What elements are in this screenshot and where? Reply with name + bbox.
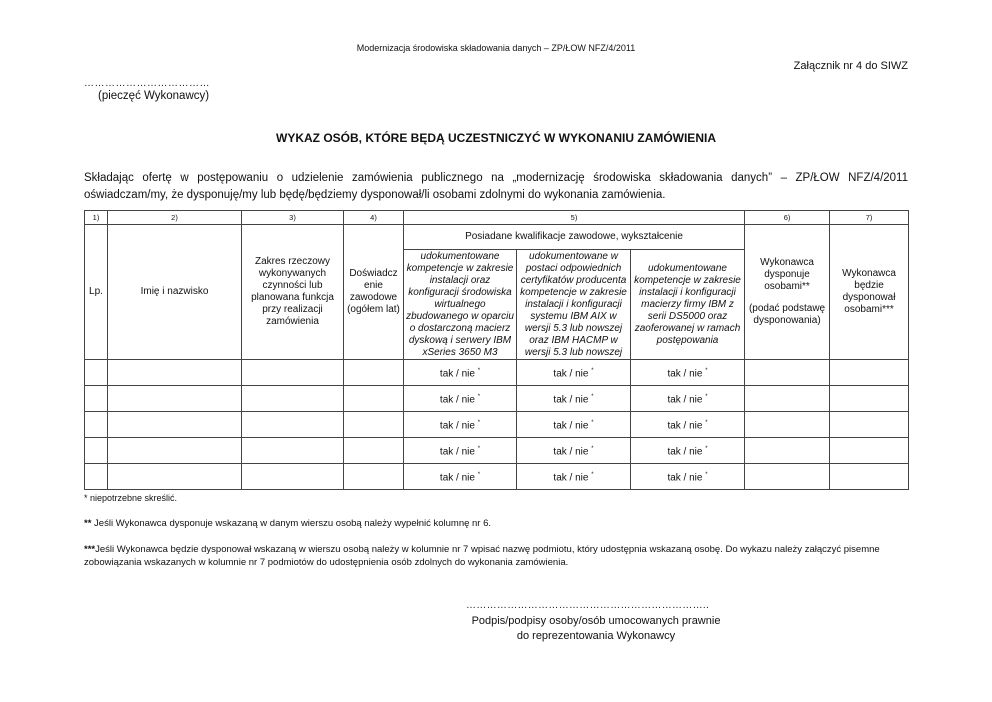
- intro-paragraph: Składając ofertę w postępowaniu o udzielenie zamówienia publicznego na „modernizację środowiska składowania danych” – ZP/ŁOW NFZ/4/2011 oświadczam/my, że dysponuję/my lub będę/będziemy dysponował/li osobami zdolnymi do wykonania zamówienia.: [84, 172, 908, 201]
- col-number: 2): [108, 211, 242, 225]
- seal-label: (pieczęć Wykonawcy): [98, 90, 210, 102]
- seal-dotted-line: ………………………………: [84, 78, 210, 89]
- tak-nie-cell: [631, 360, 745, 386]
- tak-nie-asterisk: *: [705, 393, 708, 400]
- table-row: [85, 438, 909, 464]
- empty-cell: [344, 464, 404, 490]
- header-col6-note: (podać podstawę dysponowania): [748, 303, 826, 326]
- tak-nie-text: tak / nie: [439, 472, 475, 484]
- tak-nie-asterisk: *: [591, 367, 594, 374]
- header-q2: udokumentowane w postaci odpowiednich certyfikatów producenta kompetencje w zakresie instalacji i konfiguracji systemu IBM AIX w wersji 5.3 lub nowszej oraz IBM HACMP w wersji 5.3 lub nowszej: [517, 250, 631, 360]
- empty-cell: [745, 360, 830, 386]
- tak-nie-text: tak / nie: [667, 472, 703, 484]
- tak-nie-asterisk: *: [705, 419, 708, 426]
- tak-nie-cell: [517, 464, 631, 490]
- header-scope: Zakres rzeczowy wykonywanych czynności lub planowana funkcja przy realizacji zamówienia: [242, 225, 344, 360]
- tak-nie-asterisk: *: [477, 445, 481, 452]
- empty-cell: [242, 464, 344, 490]
- tak-nie-asterisk: *: [705, 367, 708, 374]
- tak-nie-cell: [404, 438, 517, 464]
- header-col7: Wykonawca będzie dysponował osobami***: [830, 225, 909, 360]
- empty-cell: [85, 412, 108, 438]
- empty-cell: [745, 412, 830, 438]
- empty-cell: [344, 360, 404, 386]
- col-number: 7): [830, 211, 909, 225]
- tak-nie-text: tak / nie: [439, 368, 475, 380]
- tak-nie-asterisk: *: [705, 471, 708, 478]
- tak-nie-cell: [631, 464, 745, 490]
- header-col6: [745, 225, 830, 360]
- header-q3: udokumentowane kompetencje w zakresie instalacji i konfiguracji macierzy firmy IBM z serii DS5000 oraz zaoferowanej w ramach postępowania: [631, 250, 745, 360]
- persons-table: [84, 210, 909, 490]
- tak-nie-asterisk: *: [477, 471, 481, 478]
- empty-cell: [830, 438, 909, 464]
- empty-cell: [242, 360, 344, 386]
- empty-cell: [745, 438, 830, 464]
- empty-cell: [344, 412, 404, 438]
- footnote-3-mark: ***: [84, 544, 96, 555]
- tak-nie-cell: [517, 386, 631, 412]
- header-row-top: [85, 225, 909, 250]
- tak-nie-asterisk: *: [477, 367, 481, 374]
- tak-nie-asterisk: *: [591, 445, 594, 452]
- tak-nie-text: tak / nie: [667, 446, 703, 458]
- table-row: [85, 386, 909, 412]
- empty-cell: [344, 386, 404, 412]
- tak-nie-cell: [517, 360, 631, 386]
- empty-cell: [242, 412, 344, 438]
- tak-nie-text: tak / nie: [553, 420, 589, 432]
- empty-cell: [830, 386, 909, 412]
- tak-nie-asterisk: *: [591, 419, 594, 426]
- table-row: [85, 412, 909, 438]
- table-body: [85, 360, 909, 490]
- tak-nie-cell: [631, 438, 745, 464]
- tak-nie-asterisk: *: [591, 471, 594, 478]
- header-qualifications: Posiadane kwalifikacje zawodowe, wykształcenie: [404, 225, 745, 250]
- tak-nie-text: tak / nie: [553, 394, 589, 406]
- empty-cell: [108, 386, 242, 412]
- header-q1: udokumentowane kompetencje w zakresie instalacji oraz konfiguracji środowiska wirtualnego zbudowanego w oparciu o dostarczoną macierz dyskową i serwery IBM xSeries 3650 M3: [404, 250, 517, 360]
- empty-cell: [85, 464, 108, 490]
- tak-nie-cell: [631, 412, 745, 438]
- tak-nie-text: tak / nie: [553, 446, 589, 458]
- col-number: 5): [404, 211, 745, 225]
- col-number: 1): [85, 211, 108, 225]
- footnote-3: [84, 543, 908, 569]
- tak-nie-cell: [631, 386, 745, 412]
- empty-cell: [85, 386, 108, 412]
- footnote-2-mark: **: [84, 518, 92, 529]
- empty-cell: [830, 464, 909, 490]
- empty-cell: [242, 438, 344, 464]
- header-experience: Doświadcz enie zawodowe (ogółem lat): [344, 225, 404, 360]
- tak-nie-cell: [517, 438, 631, 464]
- header-col6-main: Wykonawca dysponuje osobami**: [760, 257, 814, 292]
- tak-nie-asterisk: *: [591, 393, 594, 400]
- col-number: 4): [344, 211, 404, 225]
- header-name: Imię i nazwisko: [108, 225, 242, 360]
- empty-cell: [242, 386, 344, 412]
- empty-cell: [108, 464, 242, 490]
- col-number: 3): [242, 211, 344, 225]
- empty-cell: [344, 438, 404, 464]
- empty-cell: [745, 464, 830, 490]
- col-number: 6): [745, 211, 830, 225]
- tak-nie-text: tak / nie: [439, 420, 475, 432]
- tak-nie-cell: [404, 386, 517, 412]
- empty-cell: [85, 360, 108, 386]
- document-header: Modernizacja środowiska składowania danych – ZP/ŁOW NFZ/4/2011: [356, 43, 636, 53]
- page-title: WYKAZ OSÓB, KTÓRE BĘDĄ UCZESTNICZYĆ W WYKONANIU ZAMÓWIENIA: [276, 131, 716, 145]
- header-lp: Lp.: [85, 225, 108, 360]
- tak-nie-cell: [404, 412, 517, 438]
- empty-cell: [108, 438, 242, 464]
- tak-nie-text: tak / nie: [667, 420, 703, 432]
- empty-cell: [830, 360, 909, 386]
- table-row: [85, 360, 909, 386]
- tak-nie-asterisk: *: [705, 445, 708, 452]
- footnote-2-text: Jeśli Wykonawca dysponuje wskazaną w danym wierszu osobą należy wypełnić kolumnę nr 6.: [91, 518, 492, 529]
- tak-nie-text: tak / nie: [439, 446, 475, 458]
- empty-cell: [85, 438, 108, 464]
- empty-cell: [745, 386, 830, 412]
- tak-nie-cell: [517, 412, 631, 438]
- tak-nie-asterisk: *: [477, 419, 481, 426]
- tak-nie-cell: [404, 464, 517, 490]
- signature-label-2: do reprezentowania Wykonawcy: [516, 630, 676, 642]
- signature-label-1: Podpis/podpisy osoby/osób umocowanych prawnie: [471, 615, 721, 627]
- tak-nie-text: tak / nie: [439, 394, 475, 406]
- empty-cell: [108, 412, 242, 438]
- tak-nie-text: tak / nie: [553, 472, 589, 484]
- annex-label: Załącznik nr 4 do SIWZ: [793, 60, 908, 72]
- tak-nie-text: tak / nie: [667, 368, 703, 380]
- signature-dotted-line: ……………………………………………………………..: [466, 600, 710, 611]
- empty-cell: [830, 412, 909, 438]
- tak-nie-text: tak / nie: [667, 394, 703, 406]
- column-number-row: [85, 211, 909, 225]
- tak-nie-asterisk: *: [477, 393, 481, 400]
- tak-nie-text: tak / nie: [553, 368, 589, 380]
- empty-cell: [108, 360, 242, 386]
- footnote-1: * niepotrzebne skreślić.: [84, 493, 178, 503]
- footnote-2: [84, 518, 491, 529]
- tak-nie-cell: [404, 360, 517, 386]
- footnote-3-text: Jeśli Wykonawca będzie dysponował wskazaną w wierszu osobą należy w kolumnie nr 7 wpisać nazwę podmiotu, który udostępnia wskazaną osobę. Do wykazu należy załączyć pisemne zobowiązania wskazanych w kolumnie nr 7 podmiotów do udostępnienia osób zdolnych do wykonania zamówienia.: [84, 544, 880, 568]
- table-row: [85, 464, 909, 490]
